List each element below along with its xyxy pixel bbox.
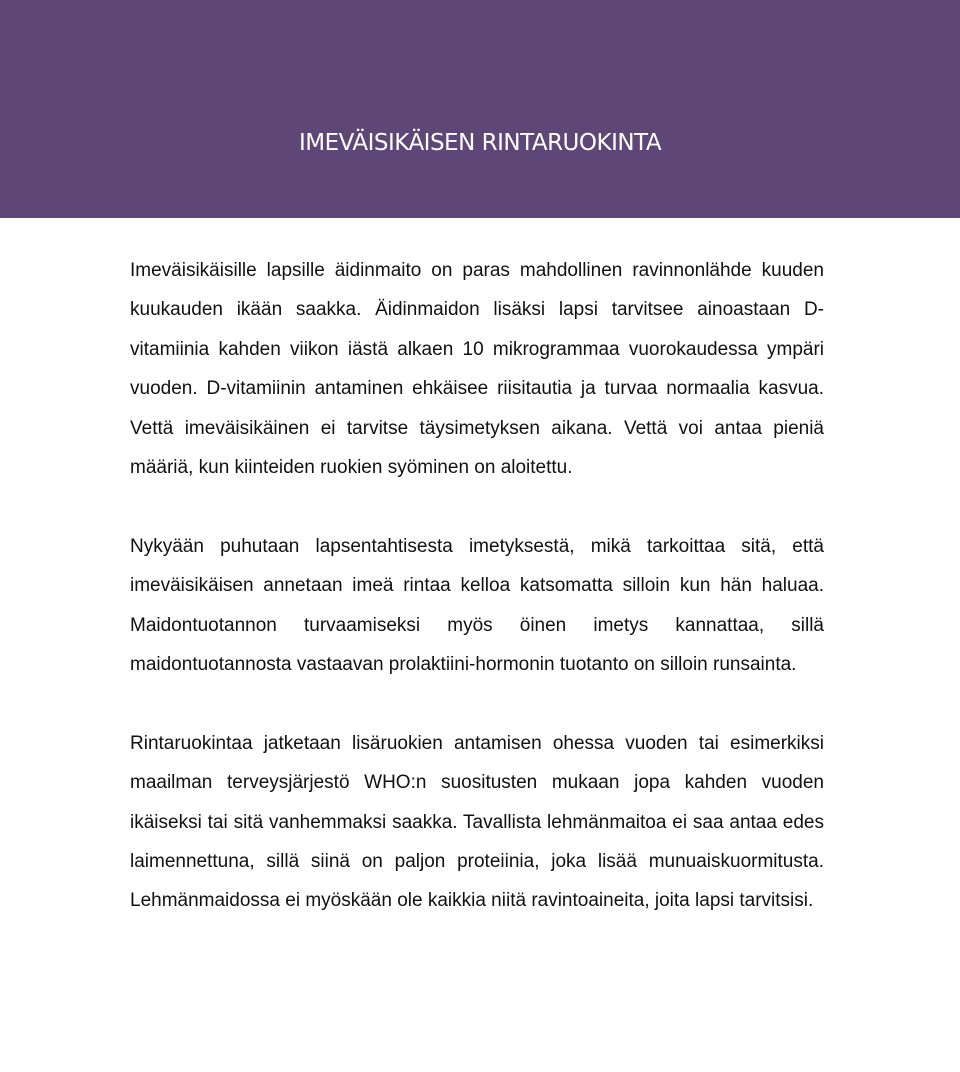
- paragraph-continued-breastfeeding: Rintaruokintaa jatketaan lisäruokien antamisen ohessa vuoden tai esimerkiksi maailman terveysjärjestö WHO:n suositusten mukaan jopa kahden vuoden ikäiseksi tai sitä vanhemmaksi saakka. Tavallista lehmänmaitoa ei saa antaa edes laimennettuna, sillä siinä on paljon proteiinia, joka lisää munuaiskuormitusta. Lehmänmaidossa ei myöskään ole kaikkia niitä ravintoaineita, joita lapsi tarvitsisi.: [130, 732, 824, 912]
- page-title: IMEVÄISIKÄISEN RINTARUOKINTA: [298, 130, 662, 156]
- paragraph-demand-feeding: Nykyään puhutaan lapsentahtisesta imetyksestä, mikä tarkoittaa sitä, että imeväisikäisen annetaan imeä rintaa kelloa katsomatta silloin kun hän haluaa. Maidontuotannon turvaamiseksi myös öinen imetys kannattaa, sillä maidontuotannosta vastaavan prolaktiini-hormonin tuotanto on silloin runsainta.: [130, 535, 824, 676]
- header-band: [0, 0, 960, 218]
- paragraph-breastmilk-nutrition: Imeväisikäisille lapsille äidinmaito on paras mahdollinen ravinnonlähde kuuden kuukauden ikään saakka. Äidinmaidon lisäksi lapsi tarvitsee ainoastaan D-vitamiinia kahden viikon iästä alkaen 10 mikrogrammaa vuorokaudessa ympäri vuoden. D-vitamiinin antaminen ehkäisee riisitautia ja turvaa normaalia kasvua. Vettä imeväisikäinen ei tarvitse täysimetyksen aikana. Vettä voi antaa pieniä määriä, kun kiinteiden ruokien syöminen on aloitettu.: [130, 260, 824, 479]
- document-body: [130, 251, 824, 921]
